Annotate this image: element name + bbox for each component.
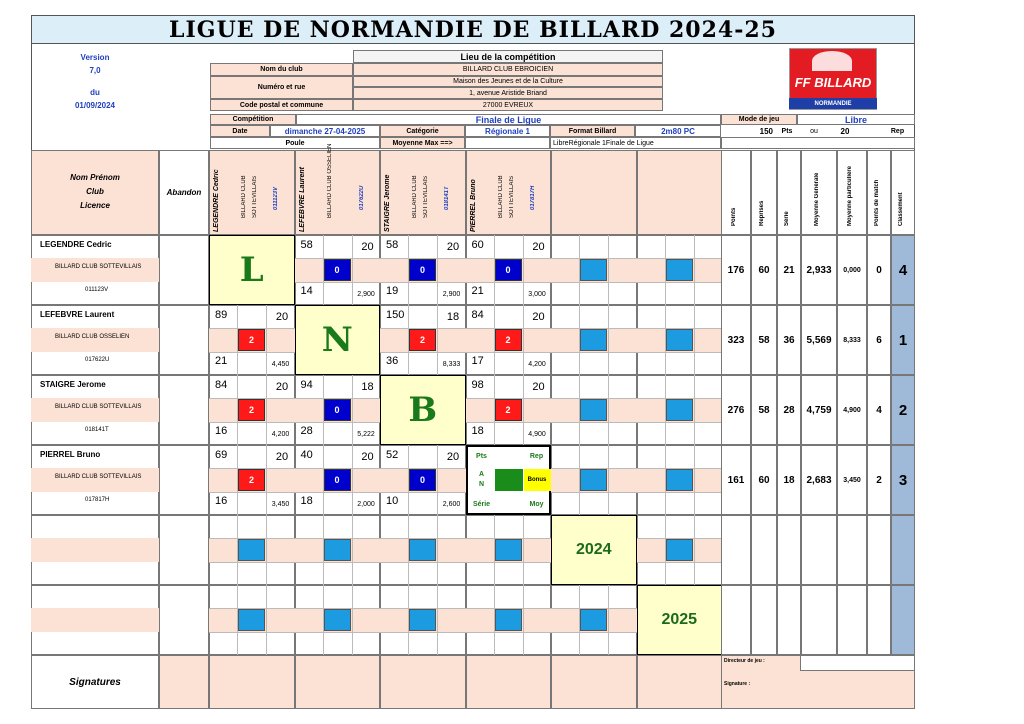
signature-field-label: Signature :: [724, 681, 751, 687]
pts-value: 150: [759, 126, 773, 136]
venue-header: Lieu de la compétition: [353, 50, 663, 63]
signature-cell-4: [551, 655, 637, 709]
split-d: [380, 492, 466, 493]
player-licence: 017622U: [85, 357, 110, 363]
signatures-label: Signatures: [31, 655, 159, 709]
stat-cell-5-0: [721, 585, 751, 655]
split-d: [637, 562, 723, 563]
category-label: Catégorie: [380, 125, 465, 137]
opponent-name: LEFEBVRE Laurent: [298, 167, 306, 232]
stat-value: 276: [727, 404, 745, 416]
result-moyenne: 8,333: [442, 360, 461, 368]
mode-label: Mode de jeu: [721, 114, 797, 125]
stat-cell-5-5: [867, 585, 891, 655]
player-block-mid-5: [31, 608, 159, 632]
ffb-logo-sub: NORMANDIE: [789, 98, 877, 109]
result-match-points: 0: [409, 259, 436, 281]
ou-label: ou: [810, 127, 818, 135]
split-b: [266, 585, 267, 655]
split-d: [466, 422, 552, 423]
stat-value: 0: [876, 264, 882, 276]
empty-match-square: [580, 399, 607, 421]
split-d: [209, 352, 295, 353]
pts-unit: Pts: [781, 127, 793, 135]
result-points: 58: [300, 239, 313, 251]
opponent-club-2: [338, 158, 348, 218]
empty-match-square: [666, 259, 693, 281]
ffb-logo-text: FF BILLARD: [794, 74, 872, 90]
opponent-club-1: BILLARD CLUB OSSELIEN: [326, 143, 333, 218]
result-reprises: 18: [361, 381, 374, 393]
stat-cell-4-5: [867, 515, 891, 585]
split-b: [694, 305, 695, 375]
stat-cell-5-3: [801, 585, 837, 655]
result-moyenne: 4,900: [528, 430, 546, 438]
split-b: [608, 305, 609, 375]
stat-cell-4-0: [721, 515, 751, 585]
stat-value: 0,000: [843, 266, 861, 274]
moyenne-max-label: Moyenne Max ==>: [380, 137, 465, 149]
result-points: 69: [215, 449, 228, 461]
result-serie: 18: [300, 495, 313, 507]
opponent-club-2: SOTTEVILLAIS: [252, 175, 258, 218]
split-b: [437, 515, 438, 585]
empty-match-square: [666, 539, 693, 561]
diagonal-letter: B: [408, 390, 438, 430]
empty-match-square: [666, 469, 693, 491]
empty-match-square: [666, 329, 693, 351]
opponent-name: PIERREL Bruno: [469, 179, 477, 232]
split-d: [551, 492, 637, 493]
stat-header-text: Série: [784, 211, 790, 226]
stat-value: 176: [727, 264, 745, 276]
split-d: [209, 632, 295, 633]
opponent-licence: 018141T: [444, 186, 450, 210]
player-licence: 018141T: [85, 427, 109, 433]
result-serie: 17: [471, 355, 484, 367]
abandon-cell-4: [159, 515, 209, 585]
stat-value: 36: [783, 334, 795, 346]
split-d: [209, 492, 295, 493]
result-reprises: 20: [275, 381, 289, 393]
director-field: [800, 655, 915, 671]
split-d: [637, 282, 723, 283]
result-reprises: 20: [446, 451, 460, 463]
street-1: Maison des Jeunes et de la Culture: [353, 76, 663, 87]
result-serie: 21: [471, 285, 484, 297]
split-b: [523, 515, 524, 585]
legend-serie: Série: [472, 500, 491, 508]
result-moyenne: 2,900: [442, 290, 461, 298]
player-club: BILLARD CLUB OSSELIEN: [55, 334, 130, 340]
abandon-cell-5: [159, 585, 209, 655]
stat-value: 161: [727, 474, 745, 486]
date-value: dimanche 27-04-2025: [270, 125, 380, 137]
split-d: [466, 282, 552, 283]
player-club: BILLARD CLUB SOTTEVILLAIS: [55, 404, 142, 410]
abandon-cell-0: [159, 235, 209, 305]
header-abandon: Abandon: [159, 150, 209, 235]
result-serie: 10: [386, 495, 399, 507]
split-b: [352, 585, 353, 655]
split-d: [209, 562, 295, 563]
player-club: BILLARD CLUB SOTTEVILLAIS: [55, 474, 142, 480]
empty-match-square: [324, 539, 351, 561]
legend-bonus-swatch: [495, 469, 523, 491]
opponent-licence: 017817H: [529, 185, 536, 210]
poule-label: Poule: [210, 137, 380, 149]
stat-header-text: Points: [731, 207, 737, 226]
stat-cell-5-2: [777, 585, 801, 655]
stat-header-text: Moyenne particulière: [847, 165, 853, 226]
result-moyenne: 2,900: [357, 290, 375, 298]
stat-value: 4,759: [806, 404, 832, 416]
opponent-header-5: [637, 150, 723, 235]
split-b: [266, 515, 267, 585]
split-d: [551, 352, 637, 353]
split-d: [380, 352, 466, 353]
result-serie: 18: [471, 425, 484, 437]
split-d: [637, 352, 723, 353]
stat-value: 4: [876, 404, 882, 416]
result-points: 58: [386, 239, 399, 251]
split-d: [295, 562, 381, 563]
header-club: Club: [86, 186, 104, 196]
stat-header-text: Reprises: [759, 200, 765, 226]
split-d: [295, 282, 381, 283]
signature-cell-5: [637, 655, 723, 709]
result-points: 94: [300, 379, 313, 391]
competition-desc: LibreRégionale 1Finale de Ligue: [550, 137, 721, 149]
stat-value: 1: [898, 331, 908, 349]
stat-value: 2: [898, 401, 908, 419]
result-reprises: 20: [361, 451, 374, 463]
result-points: 98: [471, 379, 484, 391]
competition-label: Compétition: [210, 114, 296, 125]
result-serie: 19: [386, 285, 399, 297]
street-label: Numéro et rue: [210, 76, 353, 99]
stat-value: 4: [898, 261, 908, 279]
year-box: 2024: [575, 541, 612, 558]
legend-a: A: [478, 471, 485, 478]
result-match-points: 2: [238, 329, 265, 351]
player-name: STAIGRE Jerome: [40, 380, 106, 389]
stat-value: 2: [876, 474, 882, 486]
rep-unit: Rep: [890, 127, 905, 135]
split-d: [637, 492, 723, 493]
opponent-header-4: [551, 150, 637, 235]
stat-value: 2,683: [806, 474, 832, 486]
result-serie: 16: [215, 425, 228, 437]
result-points: 84: [471, 309, 484, 321]
blank-row: [721, 137, 915, 149]
split-b: [608, 445, 609, 515]
stat-value: 2,933: [806, 264, 832, 276]
result-moyenne: 3,450: [271, 500, 290, 508]
stat-cell-4-2: [777, 515, 801, 585]
result-match-points: 2: [409, 329, 436, 351]
stat-cell-4-3: [801, 515, 837, 585]
result-points: 52: [386, 449, 399, 461]
stat-value: 60: [758, 264, 770, 276]
result-reprises: 18: [446, 311, 460, 323]
empty-match-square: [666, 399, 693, 421]
stat-value: 21: [783, 264, 795, 276]
stat-cell-4-1: [751, 515, 777, 585]
empty-match-square: [409, 609, 436, 631]
legend-bonus: Bonus: [524, 469, 551, 491]
player-name: LEFEBVRE Laurent: [40, 310, 115, 319]
stat-value: 3: [898, 471, 908, 489]
header-licence: Licence: [80, 200, 110, 210]
legend-pts: Pts: [476, 452, 487, 460]
signature-cell-1: [295, 655, 381, 709]
empty-match-square: [409, 539, 436, 561]
result-points: 150: [386, 309, 405, 321]
stat-value: 4,900: [843, 406, 861, 414]
stat-cell-5-1: [751, 585, 777, 655]
mode-value: Libre: [797, 114, 915, 125]
empty-match-square: [580, 259, 607, 281]
empty-match-square: [238, 539, 265, 561]
city-value: 27000 EVREUX: [353, 99, 663, 111]
year-box: 2025: [661, 611, 698, 628]
stat-value: 58: [758, 404, 770, 416]
opponent-club-2: SOTTEVILLAIS: [508, 175, 515, 218]
split-d: [466, 632, 552, 633]
header-name: Nom Prénom: [70, 172, 120, 182]
legend-rep: Rep: [529, 452, 544, 460]
result-points: 84: [215, 379, 228, 391]
split-d: [466, 562, 552, 563]
player-name: LEGENDRE Cedric: [40, 240, 112, 249]
result-match-points: 0: [409, 469, 436, 491]
split-b: [437, 585, 438, 655]
stat-cell-4-6: [891, 515, 915, 585]
stat-cell-4-4: [837, 515, 867, 585]
result-moyenne: 2,600: [442, 500, 461, 508]
moyenne-max-value: [465, 137, 550, 149]
split-d: [551, 282, 637, 283]
stat-header-text: Classement: [898, 192, 904, 226]
format-label: Format Billard: [550, 125, 635, 137]
split-d: [466, 352, 552, 353]
result-reprises: 20: [446, 241, 460, 253]
legend-moy: Moy: [529, 500, 544, 508]
format-value: 2m80 PC: [635, 125, 721, 137]
diagonal-letter: L: [239, 250, 264, 290]
result-reprises: 20: [275, 311, 289, 323]
split-d: [637, 422, 723, 423]
opponent-club-1: BILLARD CLUB: [241, 175, 247, 218]
street-2: 1, avenue Aristide Briand: [353, 87, 663, 99]
stat-value: 323: [727, 334, 745, 346]
legend-n: N: [478, 481, 485, 488]
result-moyenne: 5,222: [357, 430, 375, 438]
date-label: Date: [210, 125, 270, 137]
version-value: 7,0: [89, 65, 101, 75]
opponent-name: STAIGRE Jerome: [384, 174, 391, 232]
empty-match-square: [238, 609, 265, 631]
page-title: LIGUE DE NORMANDIE DE BILLARD 2024-25: [31, 15, 915, 44]
split-b: [523, 585, 524, 655]
stat-cell-5-4: [837, 585, 867, 655]
version-label: Version: [80, 52, 110, 62]
player-name: PIERREL Bruno: [40, 450, 101, 459]
stat-value: 6: [876, 334, 882, 346]
version-date: 01/09/2024: [74, 100, 116, 110]
signature-cell-0: [209, 655, 295, 709]
opponent-club-1: BILLARD CLUB: [497, 175, 504, 218]
player-licence: 011123V: [85, 287, 109, 293]
split-d: [380, 282, 466, 283]
result-reprises: 20: [532, 311, 545, 323]
result-match-points: 0: [495, 259, 522, 281]
abandon-cell-3: [159, 445, 209, 515]
signature-abandon: [159, 655, 209, 709]
stat-value: 60: [758, 474, 770, 486]
result-serie: 36: [386, 355, 399, 367]
result-match-points: 2: [238, 399, 265, 421]
result-match-points: 2: [238, 469, 265, 491]
empty-match-square: [580, 609, 607, 631]
director-label: Directeur de jeu :: [724, 658, 765, 664]
abandon-cell-2: [159, 375, 209, 445]
result-moyenne: 2,000: [357, 500, 375, 508]
empty-match-square: [580, 329, 607, 351]
result-points: 60: [471, 239, 484, 251]
stat-cell-5-6: [891, 585, 915, 655]
opponent-licence: 017622U: [358, 185, 365, 210]
version-du: du: [90, 87, 100, 97]
split-b: [694, 375, 695, 445]
player-licence: 017817H: [85, 497, 110, 503]
result-reprises: 20: [361, 241, 374, 253]
empty-match-square: [580, 469, 607, 491]
result-moyenne: 4,450: [271, 360, 290, 368]
result-serie: 21: [215, 355, 228, 367]
result-serie: 14: [300, 285, 313, 297]
stat-value: 18: [783, 474, 795, 486]
empty-match-square: [324, 609, 351, 631]
stat-value: 28: [783, 404, 795, 416]
result-serie: 28: [300, 425, 313, 437]
result-match-points: 0: [324, 399, 351, 421]
result-moyenne: 3,000: [528, 290, 546, 298]
result-match-points: 0: [324, 259, 351, 281]
stat-value: 3,450: [843, 476, 861, 484]
stat-value: 5,569: [806, 334, 832, 346]
result-moyenne: 4,200: [271, 430, 290, 438]
split-d: [295, 422, 381, 423]
split-b: [352, 515, 353, 585]
stat-value: 58: [758, 334, 770, 346]
split-d: [380, 632, 466, 633]
club-label: Nom du club: [210, 63, 353, 76]
empty-match-square: [495, 609, 522, 631]
diagonal-letter: N: [321, 320, 353, 360]
split-d: [295, 492, 381, 493]
result-points: 89: [215, 309, 228, 321]
split-b: [694, 515, 695, 585]
empty-match-square: [495, 539, 522, 561]
result-points: 40: [300, 449, 313, 461]
split-b: [694, 235, 695, 305]
stat-header-text: Points de match: [874, 179, 880, 226]
split-b: [608, 585, 609, 655]
city-label: Code postal et commune: [210, 99, 353, 111]
competition-value: Finale de Ligue: [296, 114, 721, 125]
split-d: [551, 422, 637, 423]
opponent-club-1: BILLARD CLUB: [412, 175, 418, 218]
stat-value: 8,333: [843, 336, 861, 344]
split-d: [551, 632, 637, 633]
abandon-cell-1: [159, 305, 209, 375]
result-reprises: 20: [532, 241, 545, 253]
player-club: BILLARD CLUB SOTTEVILLAIS: [55, 264, 142, 270]
result-serie: 16: [215, 495, 228, 507]
split-d: [380, 562, 466, 563]
stat-header-text: Moyenne Générale: [814, 172, 820, 226]
signature-cell-2: [380, 655, 466, 709]
opponent-licence: 011123V: [273, 186, 279, 210]
split-d: [209, 422, 295, 423]
club-value: BILLARD CLUB EBROICIEN: [353, 63, 663, 76]
player-block-mid-4: [31, 538, 159, 562]
opponent-club-2: SOTTEVILLAIS: [423, 175, 429, 218]
result-match-points: 2: [495, 329, 522, 351]
logo-player-icon: [812, 51, 852, 71]
result-match-points: 2: [495, 399, 522, 421]
result-reprises: 20: [532, 381, 545, 393]
split-b: [694, 445, 695, 515]
result-moyenne: 4,200: [528, 360, 546, 368]
result-match-points: 0: [324, 469, 351, 491]
result-reprises: 20: [275, 451, 289, 463]
category-value: Régionale 1: [465, 125, 550, 137]
signature-cell-3: [466, 655, 552, 709]
split-d: [295, 632, 381, 633]
rep-value: 20: [840, 126, 850, 136]
opponent-name: LEGENDRE Cedric: [213, 169, 220, 232]
split-b: [608, 375, 609, 445]
split-b: [608, 235, 609, 305]
